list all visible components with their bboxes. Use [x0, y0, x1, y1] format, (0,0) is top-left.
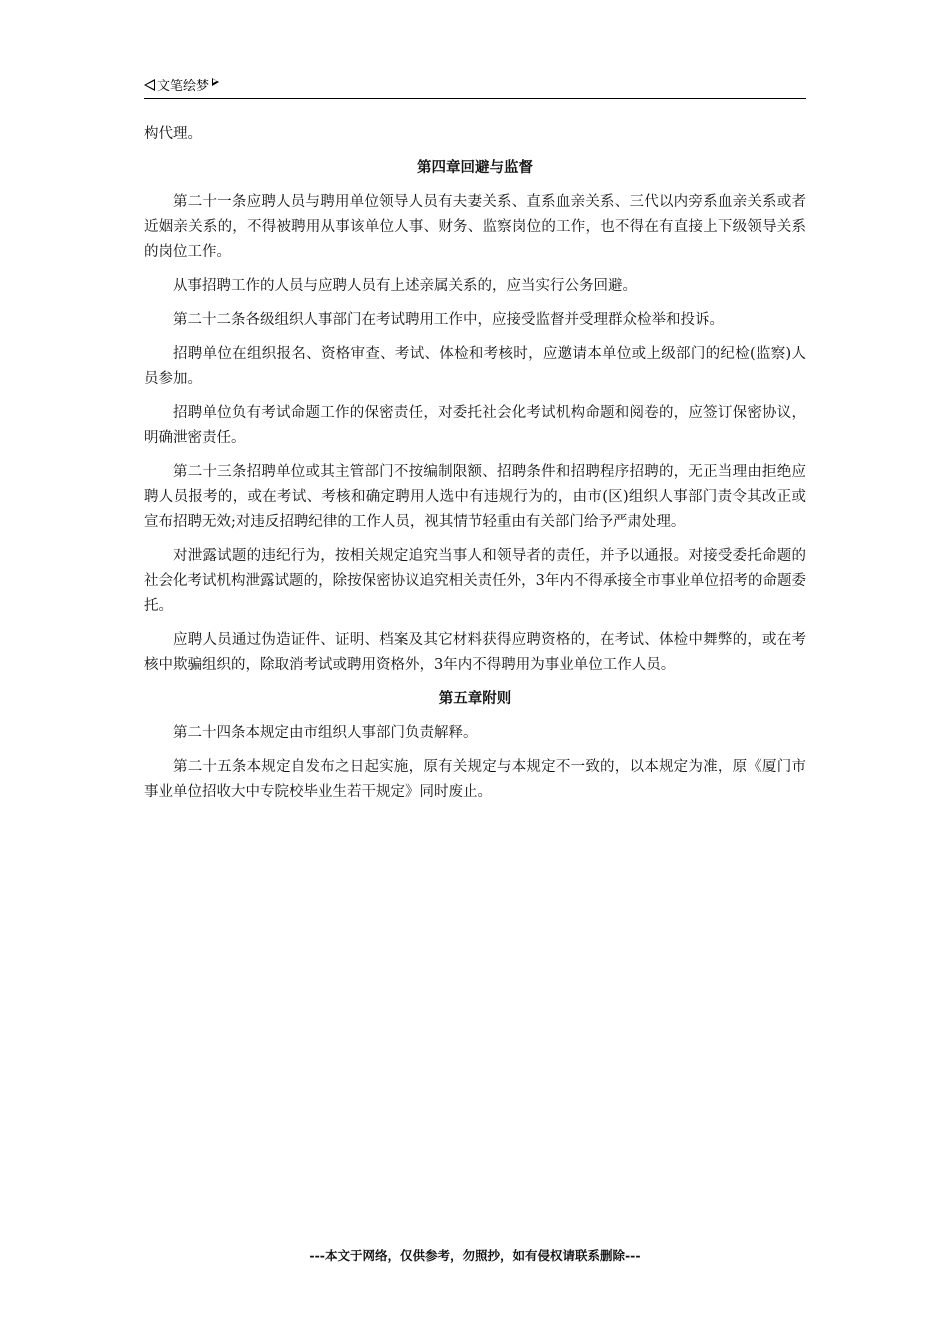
document-body — [144, 122, 806, 814]
article-24-paragraph: 第二十四条本规定由市组织人事部门负责解释。 — [173, 725, 478, 741]
confidentiality-paragraph: 招聘单位负有考试命题工作的保密责任，对委托社会化考试机构命题和阅卷的，应签订保密协议，明确泄密责任。 — [144, 405, 806, 446]
article-21-paragraph: 第二十一条应聘人员与聘用单位领导人员有夫妻关系、直系血亲关系、三代以内旁系血亲关系或者近姻亲关系的，不得被聘用从事该单位人事、财务、监察岗位的工作，也不得在有直接上下级领导关系的岗位工作。 — [144, 194, 806, 260]
article-23-paragraph: 第二十三条招聘单位或其主管部门不按编制限额、招聘条件和招聘程序招聘的，无正当理由拒绝应聘人员报考的，或在考试、考核和确定聘用人选中有违规行为的，由市(区)组织人事部门责令其改正或宣布招聘无效;对违反招聘纪律的工作人员，视其情节轻重由有关部门给予严肃处理。 — [144, 464, 806, 530]
page-header — [144, 70, 806, 99]
footer-notice: ---本文于网络，仅供参考，勿照抄，如有侵权请联系删除--- — [309, 1248, 641, 1263]
right-triangle-icon — [212, 78, 219, 86]
leak-penalty-paragraph: 对泄露试题的违纪行为，按相关规定追究当事人和领导者的责任，并予以通报。对接受委托命题的社会化考试机构泄露试题的，除按保密协议追究相关责任外，3年内不得承接全市事业单位招考的命题委托。 — [144, 548, 806, 614]
continuation-text: 构代理。 — [144, 126, 202, 142]
brand-text: 文笔绘梦 — [157, 79, 210, 94]
supervision-paragraph: 招聘单位在组织报名、资格审查、考试、体检和考核时，应邀请本单位或上级部门的纪检(监察)人员参加。 — [144, 346, 806, 387]
header-brand — [144, 75, 219, 94]
chapter-four-title: 第四章回避与监督 — [417, 160, 533, 176]
left-triangle-icon — [144, 79, 155, 91]
article-22-paragraph: 第二十二条各级组织人事部门在考试聘用工作中，应接受监督并受理群众检举和投诉。 — [173, 312, 724, 328]
article-25-paragraph: 第二十五条本规定自发布之日起实施，原有关规定与本规定不一致的，以本规定为准，原《厦门市事业单位招收大中专院校毕业生若干规定》同时废止。 — [144, 759, 806, 800]
recusal-paragraph: 从事招聘工作的人员与应聘人员有上述亲属关系的，应当实行公务回避。 — [173, 278, 637, 294]
chapter-five-title: 第五章附则 — [438, 691, 512, 707]
fraud-penalty-paragraph: 应聘人员通过伪造证件、证明、档案及其它材料获得应聘资格的，在考试、体检中舞弊的，或在考核中欺骗组织的，除取消考试或聘用资格外，3年内不得聘用为事业单位工作人员。 — [144, 632, 806, 673]
